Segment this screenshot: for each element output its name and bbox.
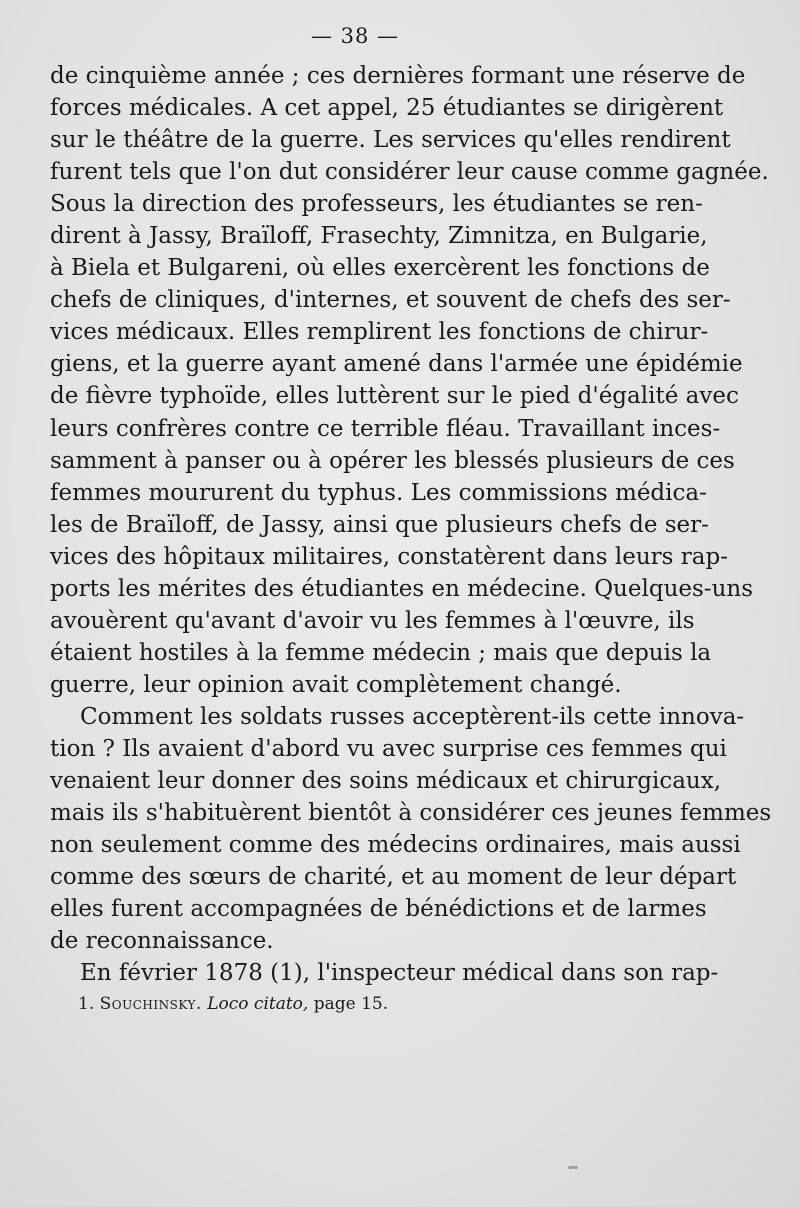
footnote — [78, 994, 388, 1014]
text-line: En février 1878 (1), l'inspecteur médical dans son rap- — [80, 960, 719, 987]
footnote-author: Souchinsky. — [99, 994, 202, 1014]
text-line: non seulement comme des médecins ordinaires, mais aussi — [50, 832, 741, 859]
text-line: vices médicaux. Elles remplirent les fonctions de chirur- — [50, 319, 709, 346]
text-line: femmes moururent du typhus. Les commissions médica- — [50, 479, 707, 506]
ink-mark — [568, 1166, 578, 1169]
text-line: vices des hôpitaux militaires, constatèrent dans leurs rap- — [50, 543, 728, 570]
footnote-number: 1. — [78, 994, 95, 1014]
text-line: sur le théâtre de la guerre. Les services qu'elles rendirent — [50, 127, 731, 154]
text-line: leurs confrères contre ce terrible fléau. Travaillant inces- — [50, 415, 721, 442]
text-line: ports les mérites des étudiantes en médecine. Quelques-uns — [50, 575, 753, 602]
text-line: Sous la direction des professeurs, les étudiantes se ren- — [50, 191, 703, 218]
text-line: de fièvre typhoïde, elles luttèrent sur le pied d'égalité avec — [50, 383, 739, 410]
text-line: avouèrent qu'avant d'avoir vu les femmes à l'œuvre, ils — [50, 607, 695, 634]
text-line: samment à panser ou à opérer les blessés plusieurs de ces — [50, 447, 735, 474]
text-line: venaient leur donner des soins médicaux et chirurgicaux, — [50, 768, 722, 795]
text-line: forces médicales. A cet appel, 25 étudiantes se dirigèrent — [50, 95, 724, 122]
body-text — [50, 60, 772, 989]
text-line: mais ils s'habituèrent bientôt à considérer ces jeunes femmes — [50, 800, 772, 827]
footnote-page: page 15. — [313, 994, 389, 1014]
footnote-work: Loco citato, — [207, 994, 309, 1014]
text-line: Comment les soldats russes acceptèrent-ils cette innova- — [80, 703, 745, 730]
text-line: chefs de cliniques, d'internes, et souvent de chefs des ser- — [50, 287, 731, 314]
text-line: les de Braïloff, de Jassy, ainsi que plusieurs chefs de ser- — [50, 511, 709, 538]
text-line: elles furent accompagnées de bénédictions et de larmes — [50, 896, 707, 923]
text-line: étaient hostiles à la femme médecin ; mais que depuis la — [50, 639, 712, 666]
text-line: tion ? Ils avaient d'abord vu avec surprise ces femmes qui — [50, 735, 727, 762]
text-line: comme des sœurs de charité, et au moment de leur départ — [50, 864, 737, 891]
text-line: giens, et la guerre ayant amené dans l'armée une épidémie — [50, 351, 743, 378]
page-number: — 38 — — [310, 24, 400, 48]
text-line: de cinquième année ; ces dernières formant une réserve de — [50, 63, 746, 89]
text-line: furent tels que l'on dut considérer leur cause comme gagnée. — [50, 159, 769, 186]
text-line: dirent à Jassy, Braïloff, Frasechty, Zimnitza, en Bulgarie, — [50, 223, 708, 250]
text-line: à Biela et Bulgareni, où elles exercèrent les fonctions de — [50, 255, 710, 282]
text-line: de reconnaissance. — [50, 928, 274, 955]
text-line: guerre, leur opinion avait complètement changé. — [50, 671, 622, 698]
